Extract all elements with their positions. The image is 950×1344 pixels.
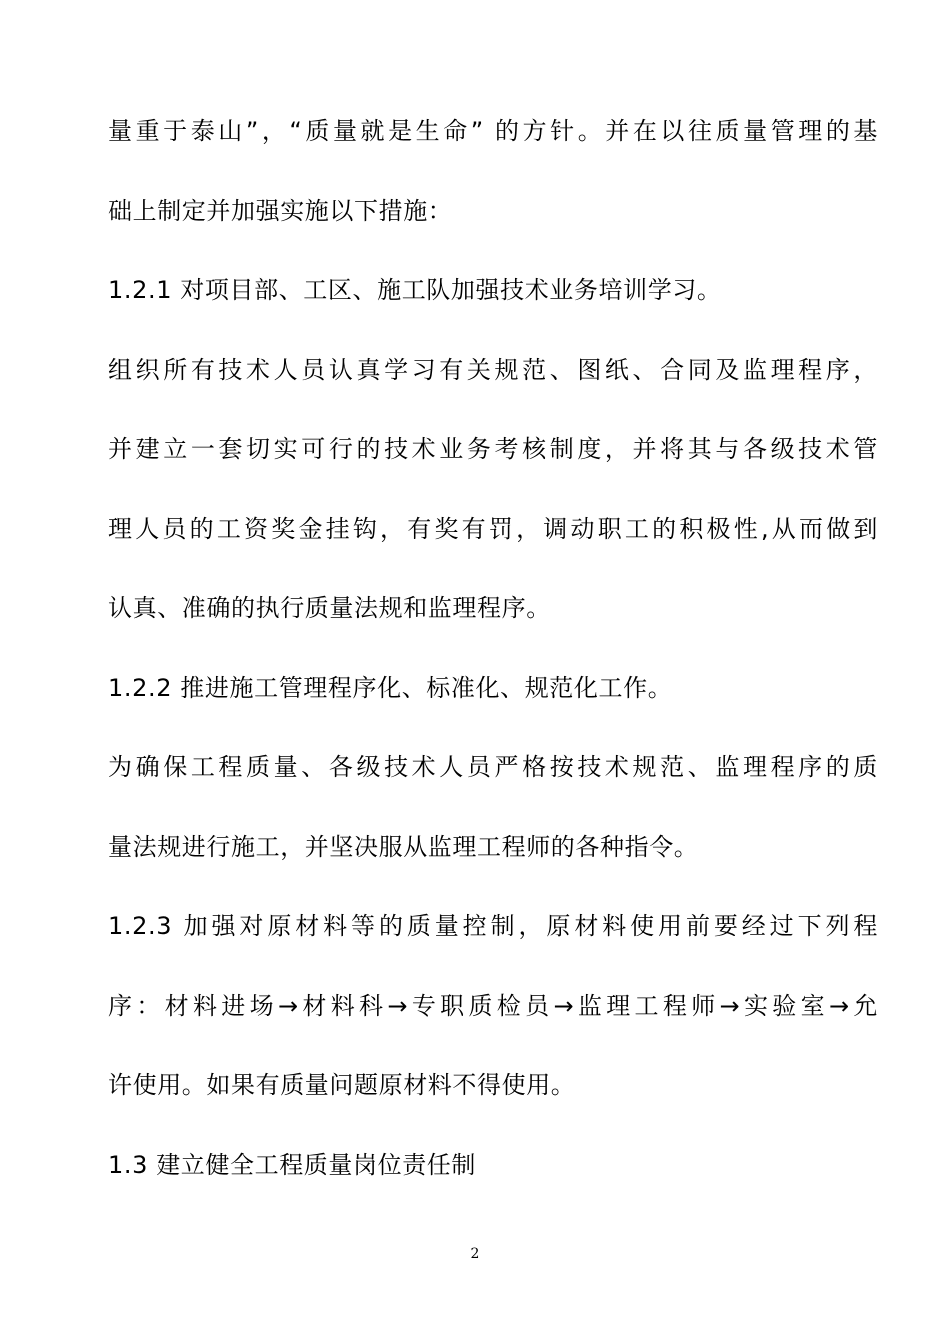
body-text-line: 组织所有技术人员认真学习有关规范、图纸、合同及监理程序， (108, 356, 878, 384)
body-text-line: 序：材料进场→材料科→专职质检员→监理工程师→实验室→允 (108, 992, 878, 1020)
body-text-line: 理人员的工资奖金挂钩，有奖有罚，调动职工的积极性,从而做到 (108, 515, 878, 543)
section-heading-1-2-3: 1.2.3 加强对原材料等的质量控制，原材料使用前要经过下列程 (108, 912, 878, 940)
section-heading-1-3: 1.3 建立健全工程质量岗位责任制 (108, 1151, 476, 1179)
body-text-line: 础上制定并加强实施以下措施： (108, 197, 453, 225)
section-heading-1-2-2: 1.2.2 推进施工管理程序化、标准化、规范化工作。 (108, 674, 673, 702)
body-text-line: 认真、准确的执行质量法规和监理程序。 (108, 594, 551, 622)
body-text-line: 为确保工程质量、各级技术人员严格按技术规范、监理程序的质 (108, 753, 878, 781)
page-number: 2 (470, 1246, 480, 1262)
body-text-line: 并建立一套切实可行的技术业务考核制度，并将其与各级技术管 (108, 435, 878, 463)
body-text-line: 许使用。如果有质量问题原材料不得使用。 (108, 1071, 576, 1099)
section-heading-1-2-1: 1.2.1 对项目部、工区、施工队加强技术业务培训学习。 (108, 276, 722, 304)
body-text-line: 量重于泰山”，“质量就是生命” 的方针。并在以往质量管理的基 (108, 117, 878, 145)
body-text-line: 量法规进行施工，并坚决服从监理工程师的各种指令。 (108, 833, 699, 861)
